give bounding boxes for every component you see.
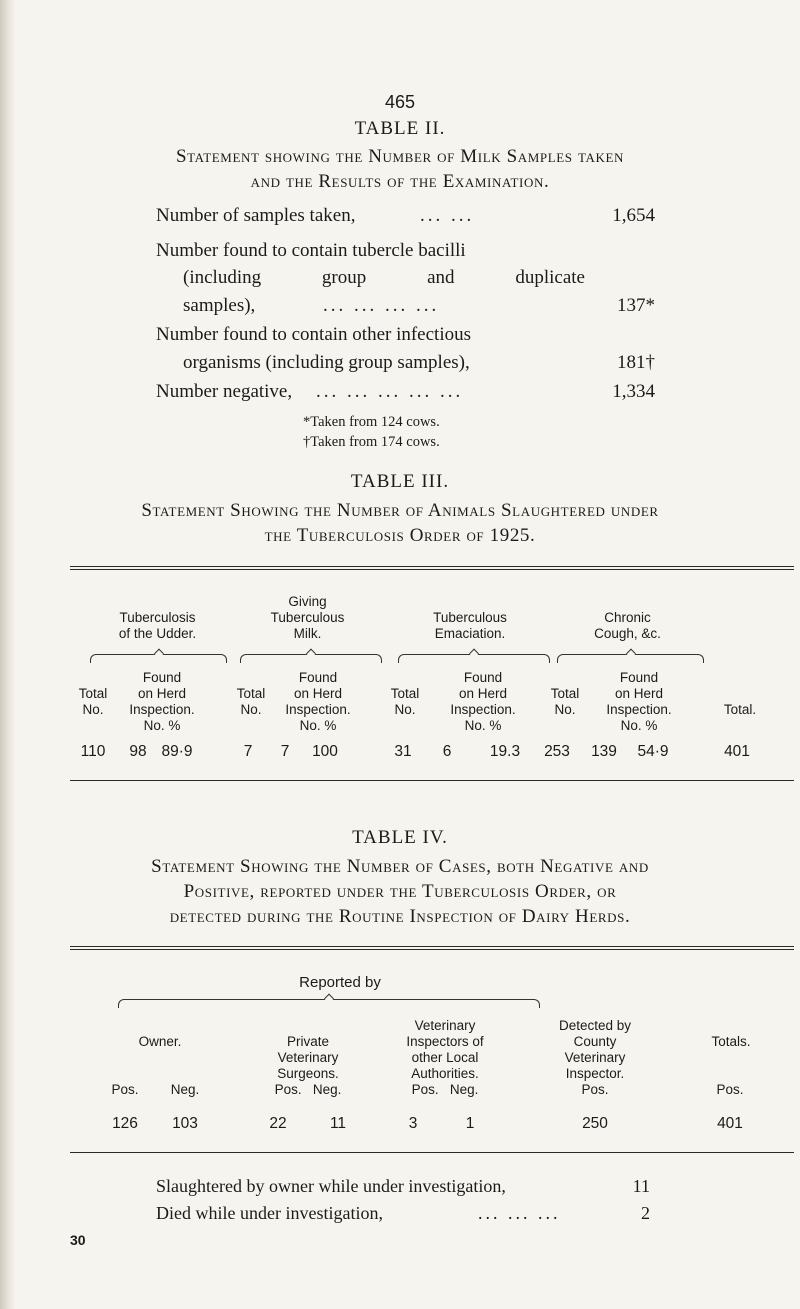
table3-no-label-emaciation: No. <box>394 702 416 717</box>
table4-heading-line2: Positive, reported under the Tuberculosis Order, or <box>183 881 617 902</box>
table3-milk-found-no: 7 <box>280 743 290 760</box>
table3-found-udder-line2: on Herd <box>137 686 187 701</box>
table2-row-3-label-line2: organisms (including group samples), <box>183 352 470 373</box>
table3-group-cough-line1: Chronic <box>604 610 651 625</box>
table3-total-label-cough: Total <box>550 686 580 701</box>
table4-private-neg: 11 <box>329 1115 347 1132</box>
table3-found-emaciation-line2: on Herd <box>458 686 508 701</box>
table3-found-udder-line4: No. % <box>143 718 181 733</box>
table3-no-label-cough: No. <box>554 702 576 717</box>
table3-no-label-udder: No. <box>82 702 104 717</box>
table3-group-milk <box>235 594 380 642</box>
table3-found-cough-line2: on Herd <box>614 686 664 701</box>
table4-vet-line1: Veterinary <box>414 1018 476 1033</box>
table3-udder-total: 110 <box>80 743 106 760</box>
table3-found-emaciation-line1: Found <box>463 670 503 685</box>
table4-detected-line1: Detected by <box>558 1018 632 1033</box>
table4-detected-line3: Veterinary <box>564 1050 626 1065</box>
table4-detected-pos: 250 <box>582 1115 608 1132</box>
table3-brace-cough <box>557 654 704 663</box>
table3-found-emaciation <box>428 670 538 734</box>
table2-row-1-value: 1,654 <box>612 205 655 226</box>
table3-group-milk-line1: Giving <box>288 594 327 609</box>
table4-top-rule-double <box>70 949 794 950</box>
table3-found-milk-line1: Found <box>298 670 338 685</box>
table4-bottom-rule <box>70 1152 794 1153</box>
table3-cough-found-no: 139 <box>591 743 617 760</box>
table3-found-milk-line2: on Herd <box>293 686 343 701</box>
table3-group-cough-line2: Cough, &c. <box>594 626 661 641</box>
table3-group-udder <box>85 610 230 642</box>
table4-heading-line1: Statement Showing the Number of Cases, both Negative and <box>151 856 649 877</box>
table2-row-2-label-line2: (including group and duplicate <box>183 267 585 288</box>
table3-title: TABLE III. <box>350 471 450 492</box>
table4-top-rule <box>70 946 794 947</box>
table4-vet-line3: other Local <box>411 1050 479 1065</box>
table3-emaciation-total: 31 <box>394 743 412 760</box>
table2-note-2: †Taken from 174 cows. <box>303 434 440 450</box>
table4-vet-neg: 1 <box>465 1115 475 1132</box>
table3-heading-line2: the Tuberculosis Order of 1925. <box>264 525 536 546</box>
table4-private-header <box>248 1034 368 1082</box>
table3-udder-found-no: 98 <box>129 743 147 760</box>
table4-vet-inspectors-header <box>380 1018 510 1082</box>
table3-milk-total: 7 <box>243 743 253 760</box>
table4-reported-by-brace <box>118 999 540 1008</box>
table3-brace-udder <box>90 654 227 663</box>
table3-total-no-udder <box>70 686 116 718</box>
table3-cough-total: 253 <box>544 743 570 760</box>
table3-group-milk-line2: Tuberculous <box>270 610 345 625</box>
table3-total-no-cough <box>542 686 588 718</box>
bottom-slaughtered-value: 11 <box>632 1176 650 1196</box>
table3-group-udder-line2: of the Udder. <box>118 626 197 641</box>
table3-total-label-milk: Total <box>236 686 266 701</box>
table3-heading-line1: Statement Showing the Number of Animals Slaughtered under <box>141 500 659 521</box>
table4-heading-line3: detected during the Routine Inspection of Dairy Herds. <box>169 906 631 927</box>
table2-note-1: *Taken from 124 cows. <box>303 414 440 430</box>
table3-udder-found-pct: 89·9 <box>161 743 193 760</box>
table3-emaciation-found-no: 6 <box>442 743 452 760</box>
table2-row-4-value: 1,334 <box>612 381 655 402</box>
page-binding-edge <box>0 0 16 1309</box>
table2-row-2-label-line3: samples), <box>183 295 256 316</box>
table2-row-1-label: Number of samples taken, <box>156 205 356 226</box>
table3-found-cough <box>584 670 694 734</box>
bottom-died-dots: ... ... ... <box>478 1203 561 1223</box>
table3-found-milk-line4: No. % <box>299 718 337 733</box>
table4-owner-header: Owner. <box>138 1034 182 1049</box>
table2-row-4-dots: ... ... ... ... ... <box>316 381 464 402</box>
table4-totals-header: Totals. <box>711 1034 751 1049</box>
table4-reported-by: Reported by <box>299 974 381 991</box>
table3-bottom-rule <box>70 780 794 781</box>
table4-vet-line2: Inspectors of <box>406 1034 484 1049</box>
table3-cough-found-pct: 54·9 <box>637 743 669 760</box>
table3-found-cough-line1: Found <box>619 670 659 685</box>
table3-group-cough <box>555 610 700 642</box>
table4-owner-pos: 126 <box>112 1115 138 1132</box>
table2-row-2-dots: ... ... ... ... <box>323 295 440 316</box>
table3-found-udder-line3: Inspection. <box>129 702 195 717</box>
table3-brace-emaciation <box>398 654 550 663</box>
table3-total-label-emaciation: Total <box>390 686 420 701</box>
footer-signature-number: 30 <box>70 1232 86 1248</box>
table3-group-emaciation-line1: Tuberculous <box>433 610 507 625</box>
table4-private-posneg-header: Pos. Neg. <box>274 1082 342 1097</box>
table4-detected-line4: Inspector. <box>565 1066 625 1081</box>
table4-vet-pos: 3 <box>408 1115 418 1132</box>
bottom-died-value: 2 <box>641 1203 650 1223</box>
table2-title: TABLE II. <box>354 118 446 139</box>
table3-group-udder-line1: Tuberculosis <box>119 610 196 625</box>
table4-detected-line2: County <box>573 1034 617 1049</box>
table4-private-line3: Surgeons. <box>277 1066 339 1081</box>
table4-detected-header <box>530 1018 660 1082</box>
table4-totals-pos-header: Pos. <box>716 1082 744 1097</box>
table4-title: TABLE IV. <box>352 827 448 848</box>
table3-found-milk-line3: Inspection. <box>285 702 351 717</box>
table3-total-header: Total. <box>723 702 757 717</box>
table3-found-udder <box>112 670 212 734</box>
table4-private-pos: 22 <box>269 1115 287 1132</box>
table3-found-emaciation-line4: No. % <box>464 718 502 733</box>
table4-private-line2: Veterinary <box>277 1050 339 1065</box>
table3-group-emaciation-line2: Emaciation. <box>434 626 506 641</box>
table4-owner-neg-header: Neg. <box>170 1082 200 1097</box>
table3-found-cough-line4: No. % <box>620 718 658 733</box>
table4-totals-pos: 401 <box>717 1115 743 1132</box>
table3-top-rule <box>70 566 794 567</box>
table3-milk-found-pct: 100 <box>312 743 338 760</box>
table3-total-no-emaciation <box>382 686 428 718</box>
table4-detected-pos-header: Pos. <box>581 1082 609 1097</box>
table3-total-label-udder: Total <box>78 686 108 701</box>
bottom-slaughtered-label: Slaughtered by owner while under investigation, <box>156 1176 506 1196</box>
table2-row-2-label-line1: Number found to contain tubercle bacilli <box>156 240 466 261</box>
table2-row-3-label-line1: Number found to contain other infectious <box>156 324 472 345</box>
table4-private-line1: Private <box>286 1034 330 1049</box>
table4-owner-neg: 103 <box>172 1115 198 1132</box>
table2-row-2-value: 137* <box>617 295 655 316</box>
table4-vet-posneg-header: Pos. Neg. <box>411 1082 479 1097</box>
table2-heading-line2: and the Results of the Examination. <box>250 171 550 192</box>
table3-found-emaciation-line3: Inspection. <box>450 702 516 717</box>
table3-top-rule-double <box>70 569 794 570</box>
table3-no-label-milk: No. <box>240 702 262 717</box>
table2-row-1-dots: ... ... <box>420 205 475 226</box>
table2-row-3-value: 181† <box>617 352 655 373</box>
bottom-died-label: Died while under investigation, <box>156 1203 383 1223</box>
table3-found-udder-line1: Found <box>142 670 182 685</box>
table3-brace-milk <box>240 654 382 663</box>
table3-emaciation-found-pct: 19.3 <box>489 743 521 760</box>
table3-found-cough-line3: Inspection. <box>606 702 672 717</box>
table3-group-milk-line3: Milk. <box>293 626 322 641</box>
table2-row-4-label: Number negative, <box>156 381 293 402</box>
table3-grand-total: 401 <box>724 743 750 760</box>
table2-heading-line1: Statement showing the Number of Milk Samples taken <box>175 146 624 167</box>
page-number: 465 <box>384 92 416 112</box>
table3-found-milk <box>268 670 368 734</box>
table3-group-emaciation <box>395 610 545 642</box>
table4-owner-pos-header: Pos. <box>111 1082 139 1097</box>
table4-vet-line4: Authorities. <box>411 1066 479 1081</box>
